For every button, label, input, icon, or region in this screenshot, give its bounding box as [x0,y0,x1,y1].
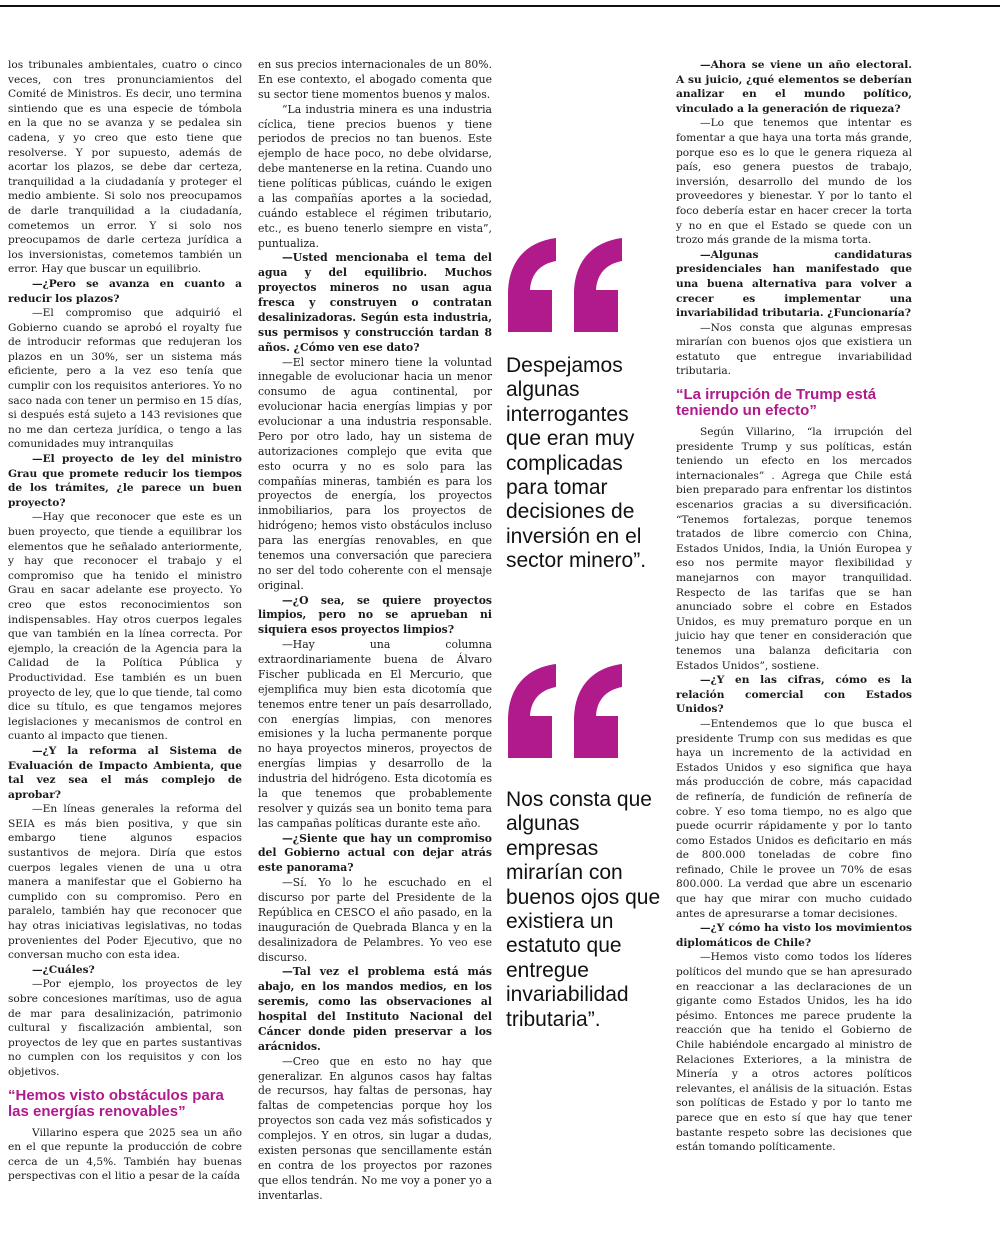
interview-question: —¿Cuáles? [32,963,95,976]
section-subhead: “La irrupción de Trump está teniendo un efecto” [676,386,877,420]
paragraph: —Sí. Yo lo he escuchado en el discurso por parte del Presidente de la República en CESCO el año pasado, en la inauguración de Quebrada Blanca y en la desalinizadora de Pelambres. Yo veo ese discurso. [258,876,492,964]
paragraph: —Nos consta que algunas empresas mirarían con buenos ojos que existiera un estatuto que entregue invariabilidad tributaria. [676,321,912,378]
interview-question: —Ahora se viene un año electoral. A su juicio, ¿qué elementos se deberían analizar en el mundo político, vinculado a la generación de riqueza? [676,59,912,115]
quote-mark-icon [506,662,626,762]
top-rule [0,5,1000,7]
interview-question: —Algunas candidaturas presidenciales han manifestado que una buena alternativa para volver a crecer es implementar una invariabilidad tributaria. ¿Funcionaría? [676,248,912,320]
pull-quote: Nos consta que algunas empresas mirarían con buenos ojos que existiera un estatuto que entregue invariabilidad tributaria”. [506,788,661,1031]
paragraph: —Hay una columna extraordinariamente buena de Álvaro Fischer publicada en El Mercurio, que ejemplifica muy bien esta dicotomía que tenemos entre tener un país desarrollado, con energías limpias, con menores emisiones y la lucha permanente porque no haya proyectos mineros, proyectos de energías limpias y desarrollo de la industria del hidrógeno. Esta dicotomía es la que tenemos que probablemente resolver y quizás sea un bonito tema para las campañas políticas durante este año. [258,638,492,830]
paragraph: en sus precios internacionales de un 80%. En ese contexto, el abogado comenta que su sector tiene momentos buenos y malos. [258,58,492,101]
interview-question: —¿Siente que hay un compromiso del Gobierno actual con dejar atrás este panorama? [258,831,492,875]
column-2 [258,58,492,1203]
interview-question: —¿Y la reforma al Sistema de Evaluación de Impacto Ambienta, que tal vez sea el más complejo de aprobar? [8,744,242,801]
paragraph: —Creo que en esto no hay que generalizar. En algunos casos hay faltas de recursos, hay faltas de personas, hay faltas de competencias porque hoy los proyectos son cada vez más sofisticados y complejos. Y en otros, sin lugar a dudas, existen personas que sencillamente están en contra de los proyectos por razones que ellos tendrán. No me voy a poner yo a inventarlas. [258,1054,492,1202]
paragraph: —Hay que reconocer que este es un buen proyecto, que tiende a equilibrar los elementos que he señalado anteriormente, y hay que reconocer el trabajo y el compromiso que ha tenido el ministro Grau en sacar adelante ese proyecto. Yo creo que estos reconocimientos son indispensables. Hay otros cuerpos legales que van también en la línea correcta. Por ejemplo, la creación de la Agencia para la Calidad de la Política Pública y Productividad. Ese también es un buen proyecto de ley, que lo que tiende, tal como dice su título, es que tengamos mejores legislaciones y mecanismos de control en cuanto al impacto que tienen. [8,511,243,743]
paragraph: —Hemos visto como todos los líderes políticos del mundo que se han apresurado en reaccionar a las declaraciones de un gigante como Estados Unidos, les ha ido pésimo. Entonces me parece prudente la reacción que ha tenido el Gobierno de Chile habiéndole encargado al ministro de Relaciones Exteriores, a la ministra de Minería y a otros actores políticos relevantes, el análisis de la situación. Estas son políticas de Estado y por lo tanto me parece que en esto sí que hay que tener bastante respeto sobre las decisiones que están tomando políticamente. [676,951,912,1154]
interview-question: —El proyecto de ley del ministro Grau que promete reducir los tiempos de los trámites, ¿le parece un buen proyecto? [8,453,242,509]
paragraph: —El compromiso que adquirió el Gobierno cuando se aprobó el royalty fue de introducir reformas que redujeran los plazos en un 30%, ser un sistema más eficiente, pero a la vez eso tenía que cumplir con los requisitos anteriores. Yo no saco nada con tener un permiso en 15 días, si después está sujeto a 143 revisiones que no me dan certeza jurídica, o tengo a las comunidades muy intranquilas [8,307,242,451]
section-subhead: “Hemos visto obstáculos para las energías renovables” [8,1086,224,1120]
quote-mark-icon [506,236,626,336]
column-4 [676,58,912,1155]
pull-quote: Despejamos algunas interrogantes que eran muy complicadas para tomar decisiones de inversión en el sector minero”. [506,354,647,573]
interview-question: —Usted mencionaba el tema del agua y del equilibrio. Muchos proyectos mineros no usan agua fresca y construyen o contratan desalinizadoras. Según esta industria, sus permisos y construcción tardan 8 años. ¿Cómo ven ese dato? [258,251,492,354]
paragraph: —Por ejemplo, los proyectos de ley sobre concesiones marítimas, uso de agua de mar para desalinización, patrimonio cultural y fiscalización ambiental, son proyectos de ley que en partes sustantivas no cumplen con los requisitos y con los objetivos. [8,978,242,1078]
interview-question: —¿Y en las cifras, cómo es la relación comercial con Estados Unidos? [676,674,912,716]
interview-question: —Tal vez el problema está más abajo, en los mandos medios, en los seremis, como las observaciones al hospital del Instituto Nacional del Cáncer donde piden preservar a los arácnidos. [258,965,492,1053]
paragraph: “La industria minera es una industria cíclica, tiene precios buenos y tiene periodos de precios no tan buenos. Este ejemplo de hace poco, no debe olvidarse, debe mantenerse en la retina. Cuando uno tiene políticas públicas, cuándo le exigen a las compañías aportes a la sociedad, cuándo establece el régimen tributario, etc., es bueno tenerlo siempre en vista”, puntualiza. [258,102,492,250]
paragraph: —En líneas generales la reforma del SEIA es más bien positiva, y que sin embargo tiene algunos espacios sustantivos de mejora. Diría que estos cuerpos legales vienen de una u otra manera a manifestar que el Gobierno ha cumplido con su compromiso. Pero en paralelo, también hay que reconocer que hay otras iniciativas legislativas, no todas provenientes del Poder Ejecutivo, que no conversan mucho con esta idea. [8,803,242,962]
paragraph: —Lo que tenemos que intentar es fomentar a que haya una torta más grande, porque eso es lo que le genera riqueza al país, eso genera puestos de trabajo, inversión, desarrollo del mundo de los proveedores y bienestar. Y por lo tanto el foco debería estar en hacer crecer la torta y no en que el Estado se quede con un trozo más grande de la misma torta. [676,117,912,247]
paragraph: —Entendemos que lo que busca el presidente Trump con sus medidas es que haya un incremento de la actividad en Estados Unidos y eso significa que haya más producción de cobre, más capacidad de refinería, de fundición de refinería de cobre. Y eso toma tiempo, no es algo que puede ocurrir rápidamente y por lo tanto como Estados Unidos es deficitario en más de 800.000 toneladas de cobre fino refinado, Chile le provee un 70% de esas 800.000. La verdad que abre un escenario que hay que mirar con mucho cuidado antes de apresurarse a tomar decisiones. [676,717,912,920]
paragraph: —El sector minero tiene la voluntad innegable de evolucionar hacia un menor consumo de agua continental, por evolucionar hacia energías limpias y por evolucionar a una industria responsable. Pero por otro lado, hay un sistema de autorizaciones complejo que evita que esto ocurra y no es solo para las compañías mineras, también es para los proyectos de energía, los proyectos inmobiliarios, para los proyectos de hidrógeno; hemos visto obstáculos incluso para las energías renovables, en que tenemos una conversación que pareciera no ser del todo coherente con el mensaje original. [258,355,492,592]
interview-question: —¿Pero se avanza en cuanto a reducir los plazos? [8,277,242,305]
column-1 [8,58,242,1184]
interview-question: —¿O sea, se quiere proyectos limpios, pero no se aprueban ni siquiera esos proyectos limpios? [258,593,492,637]
paragraph: los tribunales ambientales, cuatro o cinco veces, con tres pronunciamientos del Comité de Ministros. Es decir, uno termina sintiendo que es una especie de tómbola en la que no se avanza y se pedalea sin cadena, y yo creo que esto tiene que resolverse. Y por supuesto, además de acortar los plazos, se debe dar certeza, tranquilidad a la ciudadanía y proteger el medio ambiente. Si solo nos preocupamos de darle tranquilidad a la ciudadanía, cometemos un error. Y si solo nos preocupamos de darle certeza jurídica a los inversionistas, cometemos también un error. Hay que buscar un equilibrio. [8,59,242,276]
interview-question: —¿Y cómo ha visto los movimientos diplomáticos de Chile? [676,922,912,949]
paragraph: Según Villarino, “la irrupción del presidente Trump y sus políticas, están teniendo un efecto en los mercados internacionales” . Agrega que Chile está bien preparado para enfrentar los distintos escenarios gracias a su diversificación. “Tenemos fortalezas, porque tenemos tratados de libre comercio con China, Estados Unidos, India, la Unión Europea y eso nos permite mayor flexibilidad y manejarnos con mayor tranquilidad. Respecto de las tarifas que se han anunciado sobre el cobre en Estados Unidos, es muy prematuro porque en un juicio hay que tener en consideración que tenemos una balanza deficitaria con Estados Unidos”, sostiene. [676,426,912,672]
paragraph: Villarino espera que 2025 sea un año en el que repunte la producción de cobre cerca de un 4,5%. También hay buenas perspectivas con el litio a pesar de la caída [8,1126,242,1183]
